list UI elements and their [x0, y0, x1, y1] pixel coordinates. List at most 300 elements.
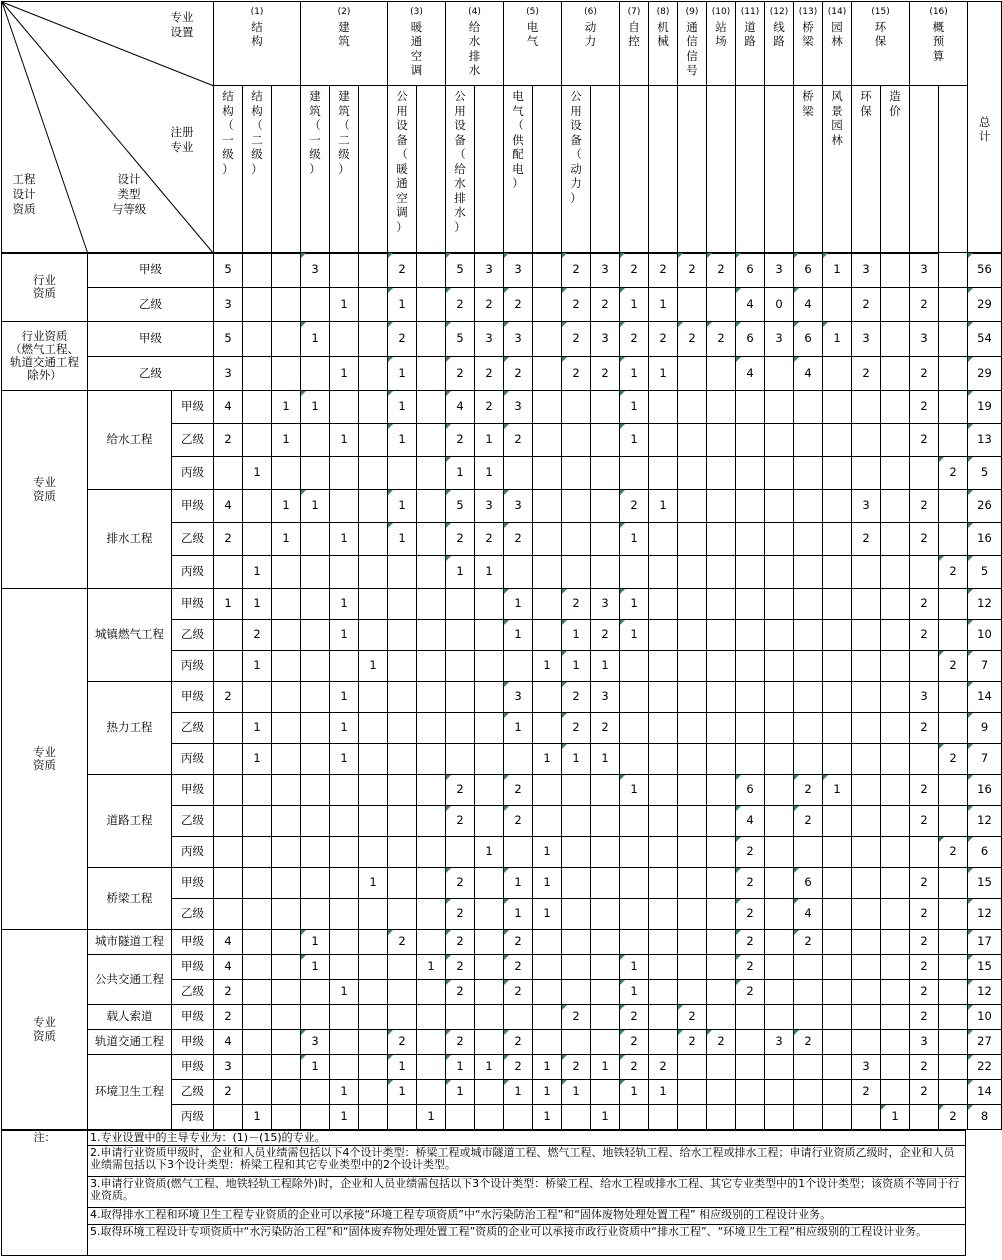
value-cell: 2 [736, 955, 765, 980]
corner-label-zhuanye-shezhi: 专业 设置 [170, 10, 194, 39]
value-cell: 2 [910, 713, 939, 744]
value-cell [649, 457, 678, 490]
value-cell [243, 955, 272, 980]
value-cell: 4 [794, 357, 823, 391]
value-cell [939, 391, 968, 424]
value-cell: 3 [475, 253, 504, 288]
value-cell: 1 [330, 1080, 359, 1105]
value-cell [214, 651, 243, 682]
value-cell [243, 424, 272, 457]
value-cell [272, 556, 301, 589]
table-row [2, 775, 1002, 806]
value-cell: 1 [533, 868, 562, 899]
value-cell [475, 806, 504, 837]
value-cell [649, 980, 678, 1005]
value-cell [272, 1055, 301, 1080]
discipline-header: (15) 环 保 [852, 2, 910, 86]
value-cell [417, 490, 446, 523]
value-cell: 5 [214, 253, 243, 288]
design-type: 热力工程 [88, 682, 172, 775]
value-cell [765, 589, 794, 620]
grade-cell: 乙级 [172, 1080, 214, 1105]
value-cell: 3 [475, 490, 504, 523]
value-cell: 2 [504, 806, 533, 837]
value-cell [794, 523, 823, 556]
value-cell [417, 253, 446, 288]
grade-cell: 甲级 [172, 1005, 214, 1030]
value-cell [852, 868, 881, 899]
value-cell [707, 357, 736, 391]
value-cell [446, 1005, 475, 1030]
registration-header: 公 用 设 备 （ 暖 通 空 调 ） [388, 86, 417, 254]
value-cell [475, 651, 504, 682]
value-cell [591, 930, 620, 955]
value-cell: 2 [910, 490, 939, 523]
value-cell: 1 [272, 523, 301, 556]
note-item: 5.取得环境工程设计专项资质中“水污染防治工程”和“固体废弃物处理处置工程”资质的企业可以承接市政行业资质中“排水工程”、“环境卫生工程”相应级别的工程设计业务。 [88, 1225, 966, 1256]
value-cell [794, 955, 823, 980]
value-cell: 3 [214, 288, 243, 322]
value-cell [330, 1030, 359, 1055]
value-cell [678, 490, 707, 523]
value-cell [881, 1055, 910, 1080]
value-cell: 2 [910, 357, 939, 391]
value-cell [417, 806, 446, 837]
value-cell [852, 837, 881, 868]
value-cell [881, 837, 910, 868]
value-cell [533, 253, 562, 288]
value-cell: 4 [794, 899, 823, 930]
value-cell [823, 1055, 852, 1080]
value-cell [736, 713, 765, 744]
value-cell [301, 651, 330, 682]
design-type: 环境卫生工程 [88, 1055, 172, 1130]
value-cell: 2 [910, 930, 939, 955]
value-cell [852, 899, 881, 930]
value-cell: 1 [562, 651, 591, 682]
value-cell: 0 [765, 288, 794, 322]
design-type: 排水工程 [88, 490, 172, 589]
grade-cell: 甲级 [172, 490, 214, 523]
value-cell: 2 [620, 1055, 649, 1080]
value-cell [533, 490, 562, 523]
value-cell: 3 [910, 253, 939, 288]
value-cell [359, 288, 388, 322]
value-cell [649, 424, 678, 457]
value-cell: 2 [214, 980, 243, 1005]
value-cell [562, 980, 591, 1005]
value-cell: 1 [388, 424, 417, 457]
grade-cell: 乙级 [88, 357, 214, 391]
value-cell [823, 899, 852, 930]
value-cell [591, 899, 620, 930]
value-cell: 1 [620, 980, 649, 1005]
grade-cell: 乙级 [172, 713, 214, 744]
registration-header: 风 景 园 林 [823, 86, 852, 254]
value-cell [591, 457, 620, 490]
discipline-header: (2) 建 筑 [301, 2, 388, 86]
value-cell [243, 1080, 272, 1105]
value-cell [678, 1080, 707, 1105]
value-cell [649, 1105, 678, 1130]
discipline-header: (7) 自 控 [620, 2, 649, 86]
value-cell [504, 651, 533, 682]
value-cell [272, 322, 301, 357]
value-cell [852, 744, 881, 775]
value-cell [649, 744, 678, 775]
value-cell [562, 1105, 591, 1130]
value-cell [794, 589, 823, 620]
value-cell [939, 357, 968, 391]
value-cell: 2 [852, 523, 881, 556]
value-cell [707, 1055, 736, 1080]
value-cell [678, 955, 707, 980]
total-cell: 13 [968, 424, 1002, 457]
value-cell: 1 [475, 556, 504, 589]
discipline-header: (6) 动 力 [562, 2, 620, 86]
grade-cell: 乙级 [172, 424, 214, 457]
discipline-number: (8) [656, 7, 670, 17]
value-cell [417, 589, 446, 620]
value-cell [852, 391, 881, 424]
table-row [2, 357, 1002, 391]
value-cell: 1 [359, 868, 388, 899]
value-cell [417, 837, 446, 868]
value-cell: 1 [620, 424, 649, 457]
value-cell: 2 [794, 806, 823, 837]
value-cell [504, 744, 533, 775]
value-cell [562, 424, 591, 457]
value-cell [649, 868, 678, 899]
value-cell: 1 [649, 288, 678, 322]
value-cell [707, 682, 736, 713]
value-cell [446, 651, 475, 682]
value-cell [707, 556, 736, 589]
value-cell [330, 391, 359, 424]
value-cell [794, 980, 823, 1005]
value-cell [707, 775, 736, 806]
value-cell [417, 1080, 446, 1105]
value-cell: 2 [794, 930, 823, 955]
value-cell [272, 744, 301, 775]
value-cell [388, 837, 417, 868]
qualification-type: 专业 资质 [2, 930, 88, 1130]
value-cell [823, 955, 852, 980]
total-cell: 56 [968, 253, 1002, 288]
value-cell: 3 [214, 1055, 243, 1080]
value-cell [620, 930, 649, 955]
value-cell [272, 457, 301, 490]
value-cell [881, 620, 910, 651]
value-cell: 1 [446, 556, 475, 589]
value-cell [446, 744, 475, 775]
value-cell: 1 [504, 868, 533, 899]
value-cell [417, 744, 446, 775]
value-cell [359, 1030, 388, 1055]
value-cell [678, 744, 707, 775]
value-cell [852, 980, 881, 1005]
value-cell [794, 556, 823, 589]
grade-cell: 丙级 [172, 1105, 214, 1130]
value-cell [272, 589, 301, 620]
value-cell [417, 682, 446, 713]
value-cell: 2 [707, 253, 736, 288]
value-cell [707, 457, 736, 490]
note-item: 4.取得排水工程和环境卫生工程专业资质的企业可以承接“环境工程专项资质”中“水污染防治工程”和“固体废物处理处置工程” 相应级别的工程设计业务。 [88, 1208, 966, 1225]
value-cell: 1 [330, 980, 359, 1005]
value-cell: 1 [243, 589, 272, 620]
grade-cell: 乙级 [172, 620, 214, 651]
value-cell: 2 [910, 620, 939, 651]
value-cell [823, 556, 852, 589]
value-cell [330, 253, 359, 288]
value-cell [359, 1080, 388, 1105]
value-cell [881, 589, 910, 620]
value-cell: 2 [939, 651, 968, 682]
value-cell [736, 490, 765, 523]
value-cell: 2 [446, 930, 475, 955]
value-cell: 1 [475, 457, 504, 490]
value-cell [475, 1105, 504, 1130]
grade-cell: 乙级 [172, 806, 214, 837]
value-cell: 2 [794, 775, 823, 806]
value-cell [852, 775, 881, 806]
value-cell [649, 899, 678, 930]
value-cell [475, 589, 504, 620]
registration-header: 电 气 （ 供 配 电 ） [504, 86, 533, 254]
value-cell [301, 1080, 330, 1105]
value-cell: 1 [649, 490, 678, 523]
value-cell [649, 1005, 678, 1030]
value-cell [794, 1005, 823, 1030]
value-cell [678, 523, 707, 556]
value-cell: 6 [736, 775, 765, 806]
value-cell: 2 [475, 357, 504, 391]
total-header: 总 计 [968, 2, 1002, 254]
value-cell: 2 [562, 288, 591, 322]
value-cell [272, 899, 301, 930]
value-cell: 2 [910, 288, 939, 322]
value-cell [823, 1105, 852, 1130]
value-cell [475, 682, 504, 713]
value-cell: 4 [214, 930, 243, 955]
value-cell [243, 868, 272, 899]
grade-cell: 甲级 [172, 589, 214, 620]
value-cell: 1 [330, 682, 359, 713]
value-cell: 1 [562, 620, 591, 651]
value-cell [301, 457, 330, 490]
grade-cell: 甲级 [172, 955, 214, 980]
value-cell [562, 391, 591, 424]
total-cell: 29 [968, 357, 1002, 391]
discipline-header: (10) 站 场 [707, 2, 736, 86]
grade-cell: 甲级 [172, 930, 214, 955]
value-cell [678, 357, 707, 391]
value-cell: 2 [562, 357, 591, 391]
value-cell [475, 868, 504, 899]
value-cell: 1 [388, 1055, 417, 1080]
value-cell [852, 955, 881, 980]
value-cell [765, 899, 794, 930]
discipline-header: (4) 给 水 排 水 [446, 2, 504, 86]
value-cell [823, 1005, 852, 1030]
total-cell: 14 [968, 682, 1002, 713]
grade-cell: 甲级 [172, 1030, 214, 1055]
value-cell [417, 930, 446, 955]
value-cell [388, 744, 417, 775]
value-cell [446, 713, 475, 744]
value-cell [939, 253, 968, 288]
value-cell [533, 1005, 562, 1030]
value-cell [243, 899, 272, 930]
value-cell [823, 806, 852, 837]
grade-cell: 乙级 [172, 523, 214, 556]
value-cell: 2 [852, 1080, 881, 1105]
value-cell: 2 [562, 1005, 591, 1030]
value-cell [243, 357, 272, 391]
value-cell [417, 288, 446, 322]
table-row [2, 391, 1002, 424]
value-cell [707, 806, 736, 837]
discipline-number: (6) [584, 7, 597, 17]
value-cell: 2 [446, 288, 475, 322]
value-cell [823, 288, 852, 322]
value-cell [765, 955, 794, 980]
value-cell [388, 620, 417, 651]
value-cell [881, 899, 910, 930]
value-cell [301, 589, 330, 620]
value-cell [272, 806, 301, 837]
value-cell: 1 [533, 744, 562, 775]
value-cell: 5 [446, 253, 475, 288]
value-cell [736, 424, 765, 457]
value-cell [243, 1030, 272, 1055]
value-cell: 5 [446, 322, 475, 357]
value-cell: 2 [504, 523, 533, 556]
total-cell: 5 [968, 556, 1002, 589]
value-cell [388, 457, 417, 490]
table-row [2, 930, 1002, 955]
value-cell [852, 1005, 881, 1030]
value-cell: 3 [591, 322, 620, 357]
value-cell [852, 1105, 881, 1130]
value-cell [330, 490, 359, 523]
value-cell: 2 [649, 1055, 678, 1080]
value-cell: 2 [910, 1055, 939, 1080]
value-cell [852, 713, 881, 744]
value-cell: 3 [852, 1055, 881, 1080]
value-cell [591, 837, 620, 868]
value-cell [359, 980, 388, 1005]
value-cell: 1 [330, 288, 359, 322]
value-cell [765, 713, 794, 744]
value-cell [910, 457, 939, 490]
value-cell [881, 391, 910, 424]
value-cell [649, 682, 678, 713]
total-cell: 16 [968, 775, 1002, 806]
value-cell: 1 [330, 357, 359, 391]
value-cell: 1 [533, 1055, 562, 1080]
value-cell [881, 322, 910, 357]
value-cell [881, 775, 910, 806]
value-cell [417, 620, 446, 651]
value-cell: 2 [910, 523, 939, 556]
value-cell [649, 391, 678, 424]
value-cell [736, 556, 765, 589]
value-cell: 1 [359, 651, 388, 682]
value-cell [736, 1055, 765, 1080]
value-cell [852, 1030, 881, 1055]
value-cell [475, 713, 504, 744]
value-cell [330, 775, 359, 806]
registration-header: 环 保 [852, 86, 881, 254]
value-cell: 1 [504, 1080, 533, 1105]
value-cell [939, 806, 968, 837]
value-cell [533, 620, 562, 651]
value-cell [707, 837, 736, 868]
value-cell [939, 713, 968, 744]
value-cell [562, 1030, 591, 1055]
value-cell: 1 [533, 651, 562, 682]
value-cell [533, 523, 562, 556]
value-cell [243, 1005, 272, 1030]
qualification-type: 专业 资质 [2, 589, 88, 930]
notes-table [1, 1130, 966, 1256]
value-cell [301, 899, 330, 930]
value-cell [272, 837, 301, 868]
value-cell [591, 1030, 620, 1055]
registration-header [765, 86, 794, 254]
total-cell: 27 [968, 1030, 1002, 1055]
discipline-header: (5) 电 气 [504, 2, 562, 86]
value-cell [388, 682, 417, 713]
value-cell: 2 [910, 806, 939, 837]
grade-cell: 丙级 [172, 457, 214, 490]
value-cell [678, 620, 707, 651]
value-cell [359, 775, 388, 806]
value-cell [881, 713, 910, 744]
value-cell [620, 556, 649, 589]
value-cell: 1 [243, 556, 272, 589]
value-cell [533, 424, 562, 457]
value-cell [330, 651, 359, 682]
total-cell: 7 [968, 651, 1002, 682]
value-cell: 5 [446, 490, 475, 523]
value-cell: 2 [707, 1030, 736, 1055]
value-cell [707, 391, 736, 424]
value-cell [359, 806, 388, 837]
value-cell [301, 806, 330, 837]
value-cell [736, 391, 765, 424]
value-cell [881, 357, 910, 391]
registration-header [649, 86, 678, 254]
value-cell: 2 [736, 837, 765, 868]
value-cell: 4 [736, 806, 765, 837]
value-cell: 6 [794, 868, 823, 899]
table-row [2, 589, 1002, 620]
value-cell [301, 357, 330, 391]
value-cell [823, 980, 852, 1005]
value-cell [417, 713, 446, 744]
value-cell: 2 [446, 806, 475, 837]
value-cell: 3 [591, 682, 620, 713]
registration-header [620, 86, 649, 254]
value-cell [939, 322, 968, 357]
grade-cell: 乙级 [172, 980, 214, 1005]
value-cell [707, 424, 736, 457]
value-cell [852, 556, 881, 589]
value-cell [881, 1005, 910, 1030]
